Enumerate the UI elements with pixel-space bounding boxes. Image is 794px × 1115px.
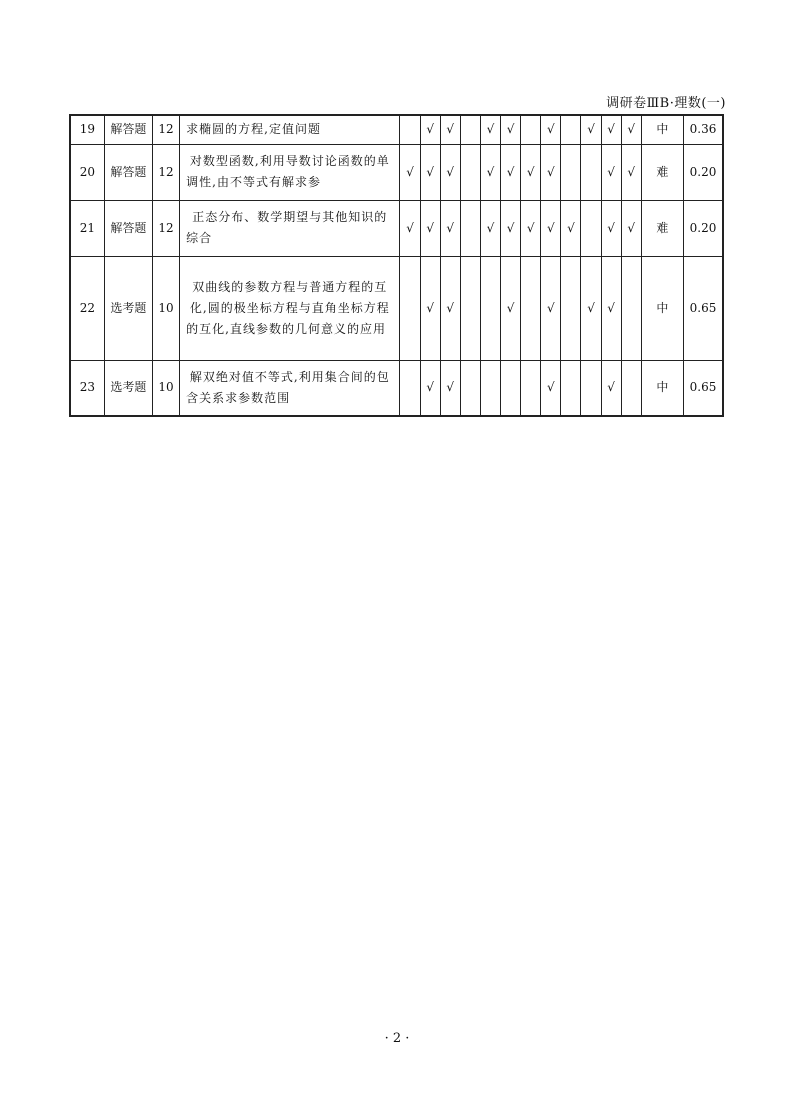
check-cell: √ xyxy=(480,144,500,200)
check-cell xyxy=(581,360,601,416)
check-cell: √ xyxy=(601,256,621,360)
check-cell xyxy=(581,144,601,200)
check-cell: √ xyxy=(440,200,460,256)
check-cell: √ xyxy=(541,360,561,416)
check-cell: √ xyxy=(601,360,621,416)
difficulty-coefficient: 0.36 xyxy=(684,115,723,144)
check-cell: √ xyxy=(501,144,521,200)
check-cell xyxy=(561,256,581,360)
question-content: 求椭圆的方程,定值问题 xyxy=(180,115,400,144)
check-cell: √ xyxy=(581,256,601,360)
check-cell: √ xyxy=(440,115,460,144)
check-cell: √ xyxy=(501,200,521,256)
check-cell xyxy=(460,115,480,144)
question-number: 20 xyxy=(70,144,104,200)
question-content: 双曲线的参数方程与普通方程的互化,圆的极坐标方程与直角坐标方程的互化,直线参数的几何意义的应用 xyxy=(180,256,400,360)
check-cell xyxy=(480,360,500,416)
question-score: 12 xyxy=(152,200,179,256)
check-cell: √ xyxy=(541,144,561,200)
check-cell: √ xyxy=(541,115,561,144)
question-number: 22 xyxy=(70,256,104,360)
check-cell xyxy=(581,200,601,256)
question-score: 10 xyxy=(152,360,179,416)
check-cell: √ xyxy=(480,200,500,256)
question-content: 正态分布、数学期望与其他知识的综合 xyxy=(180,200,400,256)
check-cell: √ xyxy=(440,360,460,416)
check-cell: √ xyxy=(400,144,420,200)
check-cell xyxy=(521,115,541,144)
page-header: 调研卷ⅢB·理数(一) xyxy=(606,96,726,111)
check-cell: √ xyxy=(420,144,440,200)
check-cell xyxy=(400,256,420,360)
check-cell: √ xyxy=(400,200,420,256)
check-cell xyxy=(521,256,541,360)
page-number: · 2 · xyxy=(384,1031,410,1046)
question-type: 选考题 xyxy=(104,360,152,416)
check-cell xyxy=(561,115,581,144)
question-score: 12 xyxy=(152,115,179,144)
difficulty-level: 中 xyxy=(641,256,683,360)
check-cell xyxy=(460,360,480,416)
check-cell: √ xyxy=(621,144,641,200)
check-cell: √ xyxy=(601,115,621,144)
table-row xyxy=(70,360,723,416)
check-cell: √ xyxy=(621,115,641,144)
difficulty-coefficient: 0.20 xyxy=(684,200,723,256)
check-cell: √ xyxy=(440,256,460,360)
question-type: 选考题 xyxy=(104,256,152,360)
check-cell: √ xyxy=(420,115,440,144)
check-cell: √ xyxy=(601,200,621,256)
check-cell xyxy=(400,115,420,144)
question-type: 解答题 xyxy=(104,144,152,200)
check-cell xyxy=(480,256,500,360)
check-cell: √ xyxy=(621,200,641,256)
check-cell: √ xyxy=(440,144,460,200)
question-score: 10 xyxy=(152,256,179,360)
difficulty-level: 难 xyxy=(641,200,683,256)
check-cell: √ xyxy=(420,360,440,416)
table-row xyxy=(70,200,723,256)
question-type: 解答题 xyxy=(104,200,152,256)
check-cell xyxy=(460,144,480,200)
difficulty-coefficient: 0.20 xyxy=(684,144,723,200)
check-cell xyxy=(521,360,541,416)
check-cell xyxy=(501,360,521,416)
check-cell: √ xyxy=(420,200,440,256)
check-cell: √ xyxy=(501,115,521,144)
check-cell: √ xyxy=(420,256,440,360)
difficulty-level: 中 xyxy=(641,360,683,416)
table-row xyxy=(70,144,723,200)
check-cell: √ xyxy=(561,200,581,256)
question-number: 19 xyxy=(70,115,104,144)
check-cell: √ xyxy=(521,144,541,200)
check-cell xyxy=(460,256,480,360)
check-cell: √ xyxy=(581,115,601,144)
exam-spec-table xyxy=(69,114,724,417)
check-cell: √ xyxy=(601,144,621,200)
difficulty-coefficient: 0.65 xyxy=(684,256,723,360)
check-cell xyxy=(561,144,581,200)
question-number: 21 xyxy=(70,200,104,256)
table-row xyxy=(70,115,723,144)
check-cell: √ xyxy=(521,200,541,256)
check-cell: √ xyxy=(541,200,561,256)
question-type: 解答题 xyxy=(104,115,152,144)
question-number: 23 xyxy=(70,360,104,416)
check-cell: √ xyxy=(541,256,561,360)
question-score: 12 xyxy=(152,144,179,200)
check-cell: √ xyxy=(501,256,521,360)
check-cell xyxy=(400,360,420,416)
check-cell xyxy=(561,360,581,416)
difficulty-coefficient: 0.65 xyxy=(684,360,723,416)
difficulty-level: 中 xyxy=(641,115,683,144)
check-cell xyxy=(621,360,641,416)
check-cell xyxy=(460,200,480,256)
table-row xyxy=(70,256,723,360)
question-content: 对数型函数,利用导数讨论函数的单调性,由不等式有解求参 xyxy=(180,144,400,200)
check-cell: √ xyxy=(480,115,500,144)
question-content: 解双绝对值不等式,利用集合间的包含关系求参数范围 xyxy=(180,360,400,416)
difficulty-level: 难 xyxy=(641,144,683,200)
check-cell xyxy=(621,256,641,360)
